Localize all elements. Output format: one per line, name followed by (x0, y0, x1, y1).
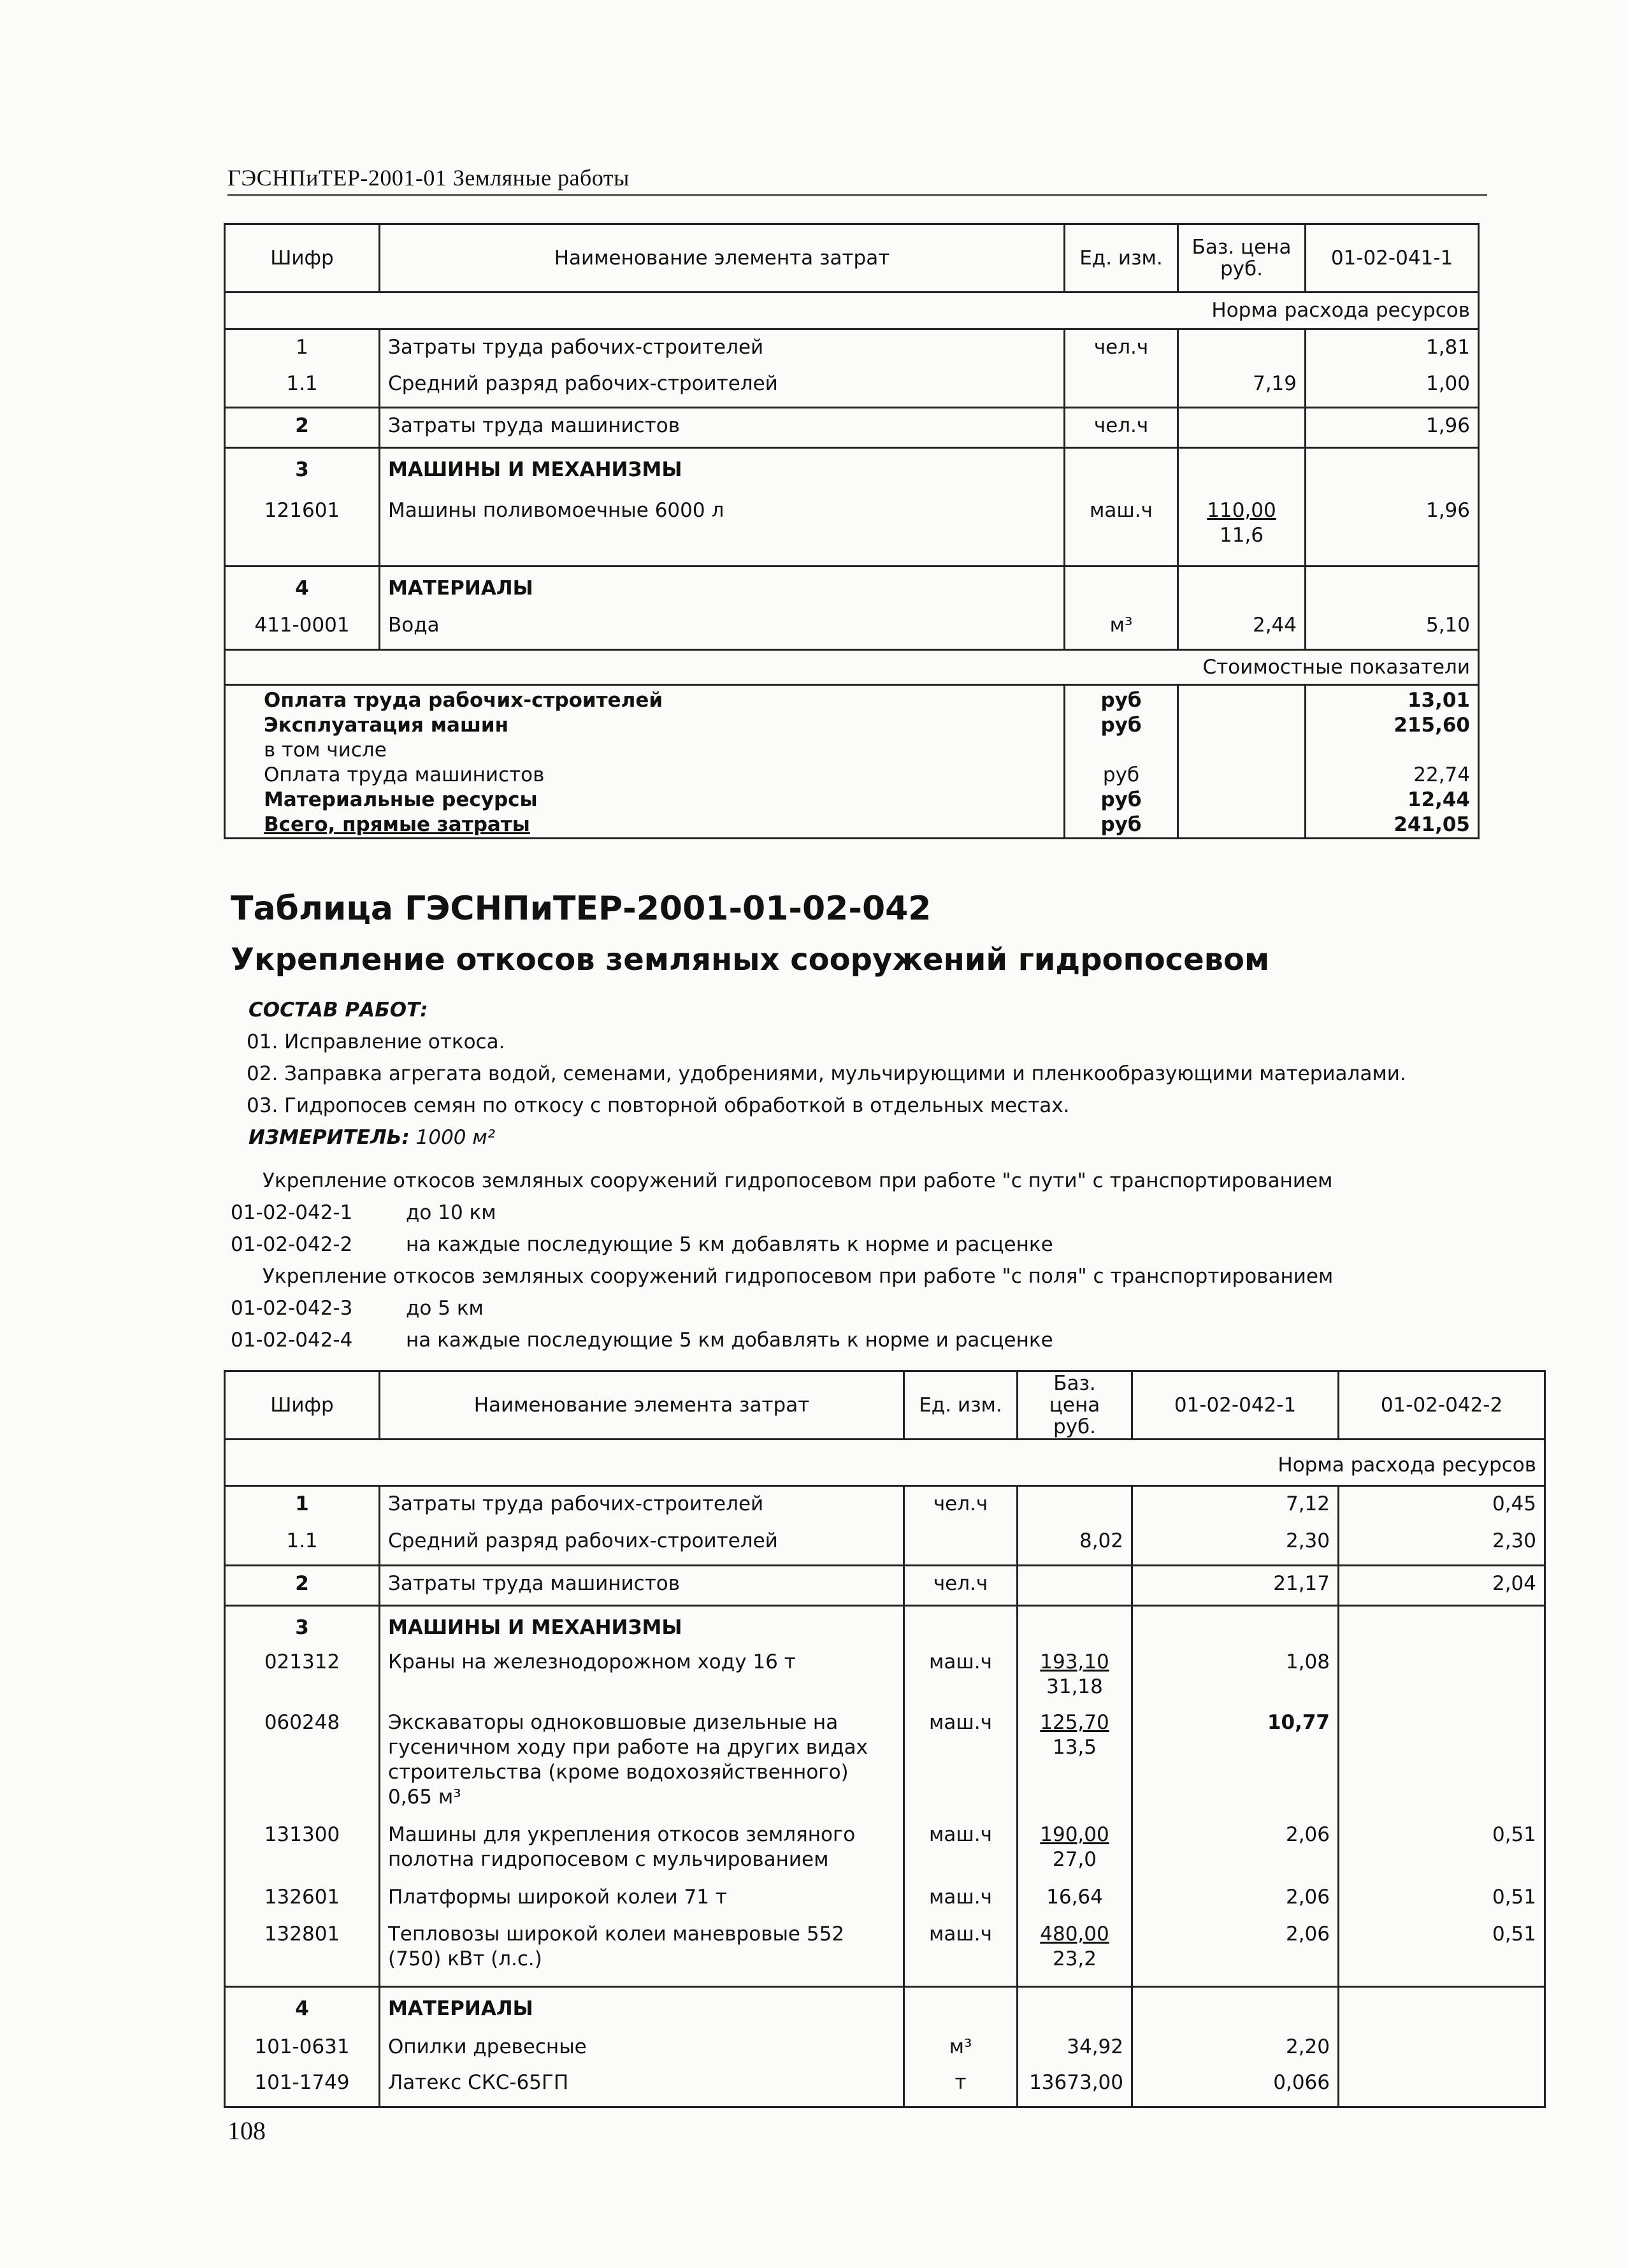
composition-label: СОСТАВ РАБОТ: (249, 999, 428, 1022)
price-value: 480,00 (1040, 1923, 1109, 1946)
price-value: 193,10 (1040, 1650, 1109, 1673)
col-header-name: Наименование элемента затрат (380, 1371, 904, 1440)
variant-code: 01-02-042-4 (231, 1329, 353, 1352)
price-wage-share: 27,0 (1052, 1848, 1097, 1871)
table-title: Таблица ГЭСНПиТЕР-2001-01-02-042 (231, 890, 932, 928)
price-value: 110,00 (1207, 499, 1276, 522)
cost-row: Материальные ресурсы руб 12,44 (225, 788, 1479, 813)
variant-item (231, 1229, 1333, 1260)
col-header-variant-2: 01-02-042-2 (1339, 1371, 1545, 1440)
resource-table-042 (224, 1370, 1546, 2108)
table-row: 2 Затраты труда машинистов чел.ч 21,17 2,04 (225, 1566, 1545, 1606)
section-row: 3 МАШИНЫ И МЕХАНИЗМЫ (225, 448, 1479, 490)
section-row: 4 МАТЕРИАЛЫ (225, 567, 1479, 609)
norm-header-row (225, 1440, 1545, 1486)
price-wage-share: 11,6 (1219, 524, 1264, 547)
table-row: 2 Затраты труда машинистов чел.ч 1,96 (225, 408, 1479, 448)
cost-header: Стоимостные показатели (1178, 650, 1479, 685)
variant-text: до 10 км (406, 1201, 496, 1224)
table-row: 021312 Краны на железнодорожном ходу 16 т маш.ч 193,10 31,18 1,08 (225, 1647, 1545, 1710)
cost-header-row (225, 650, 1479, 685)
variant-code: 01-02-042-1 (231, 1201, 353, 1224)
price-wage-share: 31,18 (1046, 1675, 1103, 1698)
col-header-price: Баз. цена руб. (1018, 1371, 1132, 1440)
variant-text: на каждые последующие 5 км добавлять к норме и расценке (406, 1329, 1053, 1352)
measure-line (231, 1122, 1406, 1153)
resource-table-041 (224, 223, 1480, 839)
variant-code: 01-02-042-3 (231, 1297, 353, 1320)
measure-label: ИЗМЕРИТЕЛЬ: (249, 1126, 410, 1149)
cost-row: Оплата труда рабочих-строителей руб 13,01 (225, 685, 1479, 714)
cost-row-total: Всего, прямые затраты руб 241,05 (225, 813, 1479, 839)
running-header: ГЭСНПиТЕР-2001-01 Земляные работы (227, 165, 630, 191)
norm-header-row (225, 293, 1479, 329)
col-header-variant-1: 01-02-042-1 (1132, 1371, 1339, 1440)
table-row: 132601 Платформы широкой колеи 71 т маш.ч 16,64 2,06 0,51 (225, 1885, 1545, 1922)
price-value: 190,00 (1040, 1823, 1109, 1846)
work-step: 03. Гидропосев семян по откосу с повторной обработкой в отдельных местах. (247, 1094, 1070, 1117)
col-header-name: Наименование элемента затрат (380, 224, 1065, 293)
table-row: 121601 Машины поливомоечные 6000 л маш.ч 110,00 11,6 1,96 (225, 489, 1479, 567)
variant-list (231, 1165, 1333, 1356)
table-row: 101-1749 Латекс СКС-65ГП т 13673,00 0,066 (225, 2070, 1545, 2107)
col-header-code: Шифр (225, 224, 380, 293)
norm-header: Норма расхода ресурсов (1178, 293, 1479, 329)
page-number: 108 (227, 2116, 266, 2145)
variant-text: до 5 км (406, 1297, 484, 1320)
col-header-unit: Ед. изм. (1065, 224, 1178, 293)
cost-row: в том числе (225, 738, 1479, 763)
table-row: 060248 Экскаваторы одноковшовые дизельные на гусеничном ходу при работе на других видах строительства (кроме водохозяйственного) 0,65 м³ маш.ч 125,70 13,5 10,77 (225, 1710, 1545, 1819)
col-header-variant: 01-02-041-1 (1306, 224, 1479, 293)
col-header-code: Шифр (225, 1371, 380, 1440)
norm-header: Норма расхода ресурсов (1132, 1440, 1545, 1486)
variant-group-heading: Укрепление откосов земляных сооружений гидропосевом при работе "с пути" с транспортированием (263, 1169, 1333, 1192)
table-header-row (225, 1371, 1545, 1440)
header-rule (227, 194, 1487, 196)
variant-item (231, 1197, 1333, 1229)
table-row: 1.1 Средний разряд рабочих-строителей 8,02 2,30 2,30 (225, 1525, 1545, 1566)
section-row: 3 МАШИНЫ И МЕХАНИЗМЫ (225, 1606, 1545, 1648)
table-header-row (225, 224, 1479, 293)
price-value: 125,70 (1040, 1711, 1109, 1734)
work-step: 02. Заправка агрегата водой, семенами, удобрениями, мульчирующими и пленкообразующими материалами. (247, 1062, 1406, 1085)
price-wage-share: 23,2 (1052, 1947, 1097, 1970)
measure-value: 1000 м² (415, 1126, 496, 1149)
variant-item (231, 1292, 1333, 1324)
variant-item (231, 1324, 1333, 1356)
variant-code: 01-02-042-2 (231, 1233, 353, 1256)
table-row: 1 Затраты труда рабочих-строителей чел.ч 7,12 0,45 (225, 1486, 1545, 1526)
work-composition (231, 994, 1406, 1153)
section-row: 4 МАТЕРИАЛЫ (225, 1987, 1545, 2030)
table-row: 132801 Тепловозы широкой колеи маневровые 552 (750) кВт (л.с.) маш.ч 480,00 23,2 2,06 0,51 (225, 1922, 1545, 1987)
table-row: 411-0001 Вода м³ 2,44 5,10 (225, 608, 1479, 650)
work-step: 01. Исправление откоса. (247, 1030, 505, 1053)
cost-row: Оплата труда машинистов руб 22,74 (225, 763, 1479, 788)
table-subtitle: Укрепление откосов земляных сооружений гидропосевом (231, 942, 1270, 978)
variant-group-heading: Укрепление откосов земляных сооружений гидропосевом при работе "с поля" с транспортированием (263, 1265, 1334, 1288)
col-header-price: Баз. цена руб. (1178, 224, 1306, 293)
table-row: 131300 Машины для укрепления откосов земляного полотна гидропосевом с мульчированием маш.ч 190,00 27,0 2,06 0,51 (225, 1819, 1545, 1885)
table-row: 1.1 Средний разряд рабочих-строителей 7,19 1,00 (225, 368, 1479, 408)
price-wage-share: 13,5 (1052, 1736, 1097, 1759)
variant-text: на каждые последующие 5 км добавлять к норме и расценке (406, 1233, 1053, 1256)
col-header-unit: Ед. изм. (904, 1371, 1018, 1440)
table-row: 101-0631 Опилки древесные м³ 34,92 2,20 (225, 2030, 1545, 2070)
cost-row: Эксплуатация машин руб 215,60 (225, 713, 1479, 738)
table-row: 1 Затраты труда рабочих-строителей чел.ч 1,81 (225, 329, 1479, 368)
